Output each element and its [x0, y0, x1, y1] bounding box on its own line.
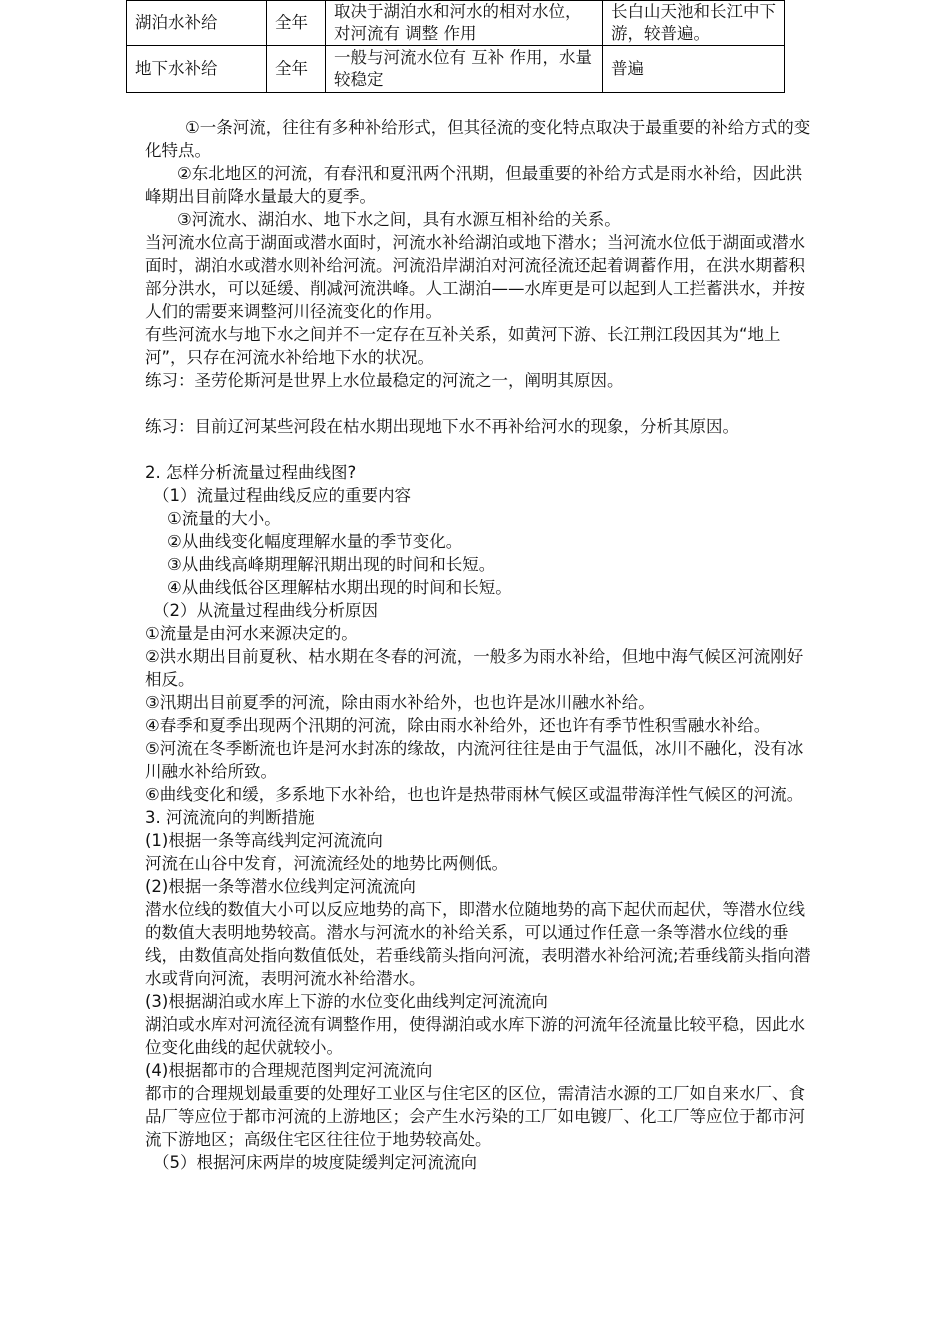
spacer	[145, 438, 815, 461]
supply-season-cell: 全年	[267, 46, 326, 93]
exercise-text: 练习：圣劳伦斯河是世界上水位最稳定的河流之一，阐明其原因。	[145, 371, 624, 390]
paragraph: 潜水位线的数值大小可以反应地势的高下，即潜水位随地势的高下起伏而起伏，等潜水位线的数值大表明地势较高。潜水与河流水的补给关系，可以通过作任意一条等潜水位线的垂线，由数值高处指向数值低处，若垂线箭头指向河流，表明潜水补给河流;若垂线箭头指向潜水或背向河流，表明河流水补给潜水。	[145, 900, 811, 988]
subsection-heading: (4)根据都市的合理规范图判定河流流向	[145, 1061, 433, 1080]
water-supply-table	[126, 0, 785, 93]
section-heading: 3. 河流流向的判断措施	[145, 808, 315, 827]
supply-feature-cell: 一般与河流水位有 互补 作用，水量 较稳定	[326, 46, 603, 93]
paragraph: 河流在山谷中发育，河流流经处的地势比两侧低。	[145, 854, 508, 873]
supply-season-cell: 全年	[267, 1, 326, 46]
list-item: ②洪水期出目前夏秋、枯水期在冬春的河流，一般多为雨水补给，但地中海气候区河流刚好相反。	[145, 647, 804, 689]
list-item: ①流量是由河水来源决定的。	[145, 624, 358, 643]
list-item: ⑤河流在冬季断流也许是河水封冻的缘故，内流河往往是由于气温低，冰川不融化，没有冰川融水补给所致。	[145, 739, 804, 781]
supply-region-cell: 长白山天池和长江中下游，较普遍。	[603, 1, 785, 46]
paragraph: ②东北地区的河流，有春汛和夏汛两个汛期，但最重要的补给方式是雨水补给，因此洪峰期出目前降水量最大的夏季。	[145, 164, 803, 206]
document-body	[145, 116, 815, 1174]
paragraph: ③河流水、湖泊水、地下水之间，具有水源互相补给的关系。	[177, 210, 621, 229]
subsection-heading: (1)根据一条等高线判定河流流向	[145, 831, 383, 850]
paragraph: ①一条河流，往往有多种补给形式，但其径流的变化特点取决于最重要的补给方式的变化特点。	[145, 118, 811, 160]
table-row	[127, 46, 785, 93]
paragraph: 有些河流水与地下水之间并不一定存在互补关系，如黄河下游、长江荆江段因其为“地上河”，只存在河流水补给地下水的状况。	[145, 325, 781, 367]
paragraph: 湖泊或水库对河流径流有调整作用，使得湖泊或水库下游的河流年径流量比较平稳，因此水位变化曲线的起伏就较小。	[145, 1015, 805, 1057]
supply-feature-cell: 取决于湖泊水和河水的相对水位，对河流有 调整 作用	[326, 1, 603, 46]
list-item: ②从曲线变化幅度理解水量的季节变化。	[167, 532, 463, 551]
list-item: ④春季和夏季出现两个汛期的河流，除由雨水补给外，还也许有季节性积雪融水补给。	[145, 716, 771, 735]
paragraph: 当河流水位高于湖面或潜水面时，河流水补给湖泊或地下潜水；当河流水位低于湖面或潜水面时，湖泊水或潜水则补给河流。河流沿岸湖泊对河流径流还起着调蓄作用，在洪水期蓄积部分洪水，可以延缓、削减河流洪峰。人工湖泊——水库更是可以起到人工拦蓄洪水，并按人们的需要来调整河川径流变化的作用。	[145, 233, 805, 321]
paragraph: 都市的合理规划最重要的处理好工业区与住宅区的区位，需清洁水源的工厂如自来水厂、食品厂等应位于都市河流的上游地区；会产生水污染的工厂如电镀厂、化工厂等应位于都市河流下游地区；高级住宅区往往位于地势较高处。	[145, 1084, 805, 1149]
supply-region-cell: 普遍	[603, 46, 785, 93]
subsection-heading: (2)根据一条等潜水位线判定河流流向	[145, 877, 416, 896]
subsection-heading: （2）从流量过程曲线分析原因	[153, 601, 378, 620]
subsection-heading: （1）流量过程曲线反应的重要内容	[153, 486, 411, 505]
section-heading: 2. 怎样分析流量过程曲线图?	[145, 463, 357, 482]
list-item: ③从曲线高峰期理解汛期出现的时间和长短。	[167, 555, 496, 574]
table-row	[127, 1, 785, 46]
supply-type-cell: 地下水补给	[127, 46, 267, 93]
list-item: ⑥曲线变化和缓，多系地下水补给，也也许是热带雨林气候区或温带海洋性气候区的河流。	[145, 785, 804, 804]
subsection-heading: (3)根据湖泊或水库上下游的水位变化曲线判定河流流向	[145, 992, 548, 1011]
spacer	[145, 392, 815, 415]
supply-type-cell: 湖泊水补给	[127, 1, 267, 46]
list-item: ④从曲线低谷区理解枯水期出现的时间和长短。	[167, 578, 512, 597]
list-item: ①流量的大小。	[167, 509, 281, 528]
exercise-text: 练习：目前辽河某些河段在枯水期出现地下水不再补给河水的现象，分析其原因。	[145, 417, 739, 436]
subsection-heading: （5）根据河床两岸的坡度陡缓判定河流流向	[153, 1153, 477, 1172]
list-item: ③汛期出目前夏季的河流，除由雨水补给外，也也许是冰川融水补给。	[145, 693, 655, 712]
